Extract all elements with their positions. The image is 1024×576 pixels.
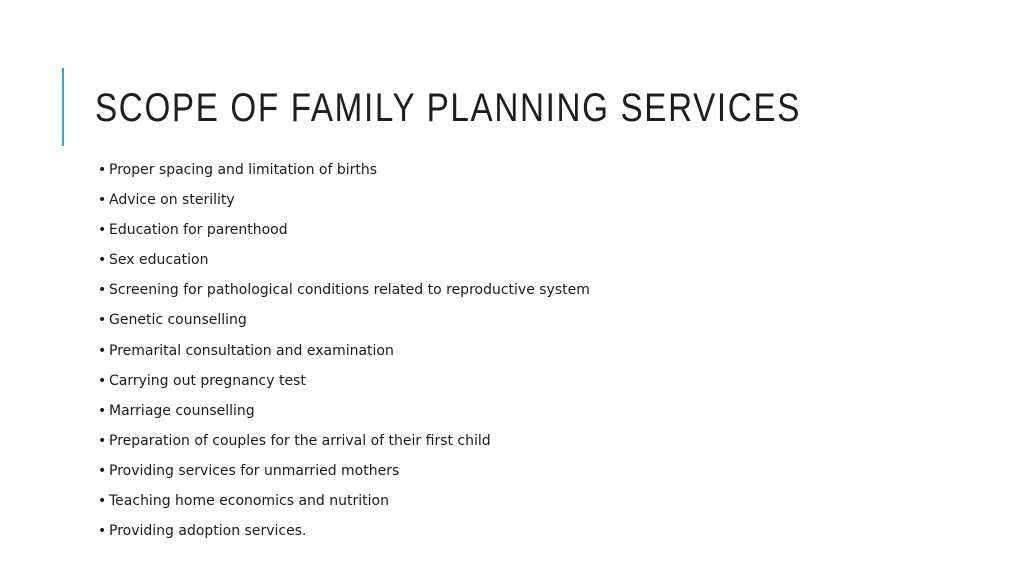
bullet-dot: • — [98, 282, 107, 299]
bullet-dot: • — [98, 342, 107, 359]
bullet-item — [98, 366, 590, 396]
bullet-item — [98, 275, 590, 305]
bullet-text: Proper spacing and limitation of births — [109, 162, 378, 178]
bullet-item — [98, 456, 590, 486]
bullet-item — [98, 336, 590, 366]
bullet-dot: • — [98, 192, 107, 209]
bullet-item — [98, 245, 590, 275]
bullet-dot: • — [98, 462, 107, 479]
bullet-item — [98, 185, 590, 215]
bullet-item — [98, 155, 590, 185]
bullet-item — [98, 486, 590, 516]
bullet-dot: • — [98, 252, 107, 269]
bullet-list — [98, 155, 590, 546]
bullet-item — [98, 426, 590, 456]
bullet-text: Sex education — [109, 252, 209, 269]
bullet-text: Education for parenthood — [109, 222, 288, 239]
bullet-item — [98, 305, 590, 335]
bullet-dot: • — [98, 372, 107, 389]
bullet-text: Teaching home economics and nutrition — [109, 493, 389, 510]
bullet-text: Advice on sterility — [109, 192, 235, 209]
bullet-dot: • — [98, 402, 107, 419]
bullet-dot: • — [98, 493, 107, 510]
bullet-item — [98, 516, 590, 546]
title-accent-bar — [62, 68, 64, 146]
bullet-dot: • — [98, 523, 107, 540]
bullet-text: Carrying out pregnancy test — [109, 372, 306, 389]
bullet-dot: • — [98, 432, 107, 449]
bullet-dot: • — [98, 222, 107, 239]
bullet-dot: • — [98, 162, 107, 178]
bullet-text: Preparation of couples for the arrival of their first child — [109, 432, 491, 449]
bullet-dot: • — [98, 312, 107, 329]
bullet-text: Screening for pathological conditions related to reproductive system — [109, 282, 590, 299]
bullet-text: Providing services for unmarried mothers — [109, 462, 400, 479]
slide-title: SCOPE OF FAMILY PLANNING SERVICES — [95, 86, 802, 130]
bullet-text: Genetic counselling — [109, 312, 247, 329]
bullet-text: Premarital consultation and examination — [109, 342, 394, 359]
bullet-item — [98, 215, 590, 245]
bullet-text: Marriage counselling — [109, 402, 255, 419]
bullet-text: Providing adoption services. — [109, 523, 307, 540]
bullet-item — [98, 396, 590, 426]
